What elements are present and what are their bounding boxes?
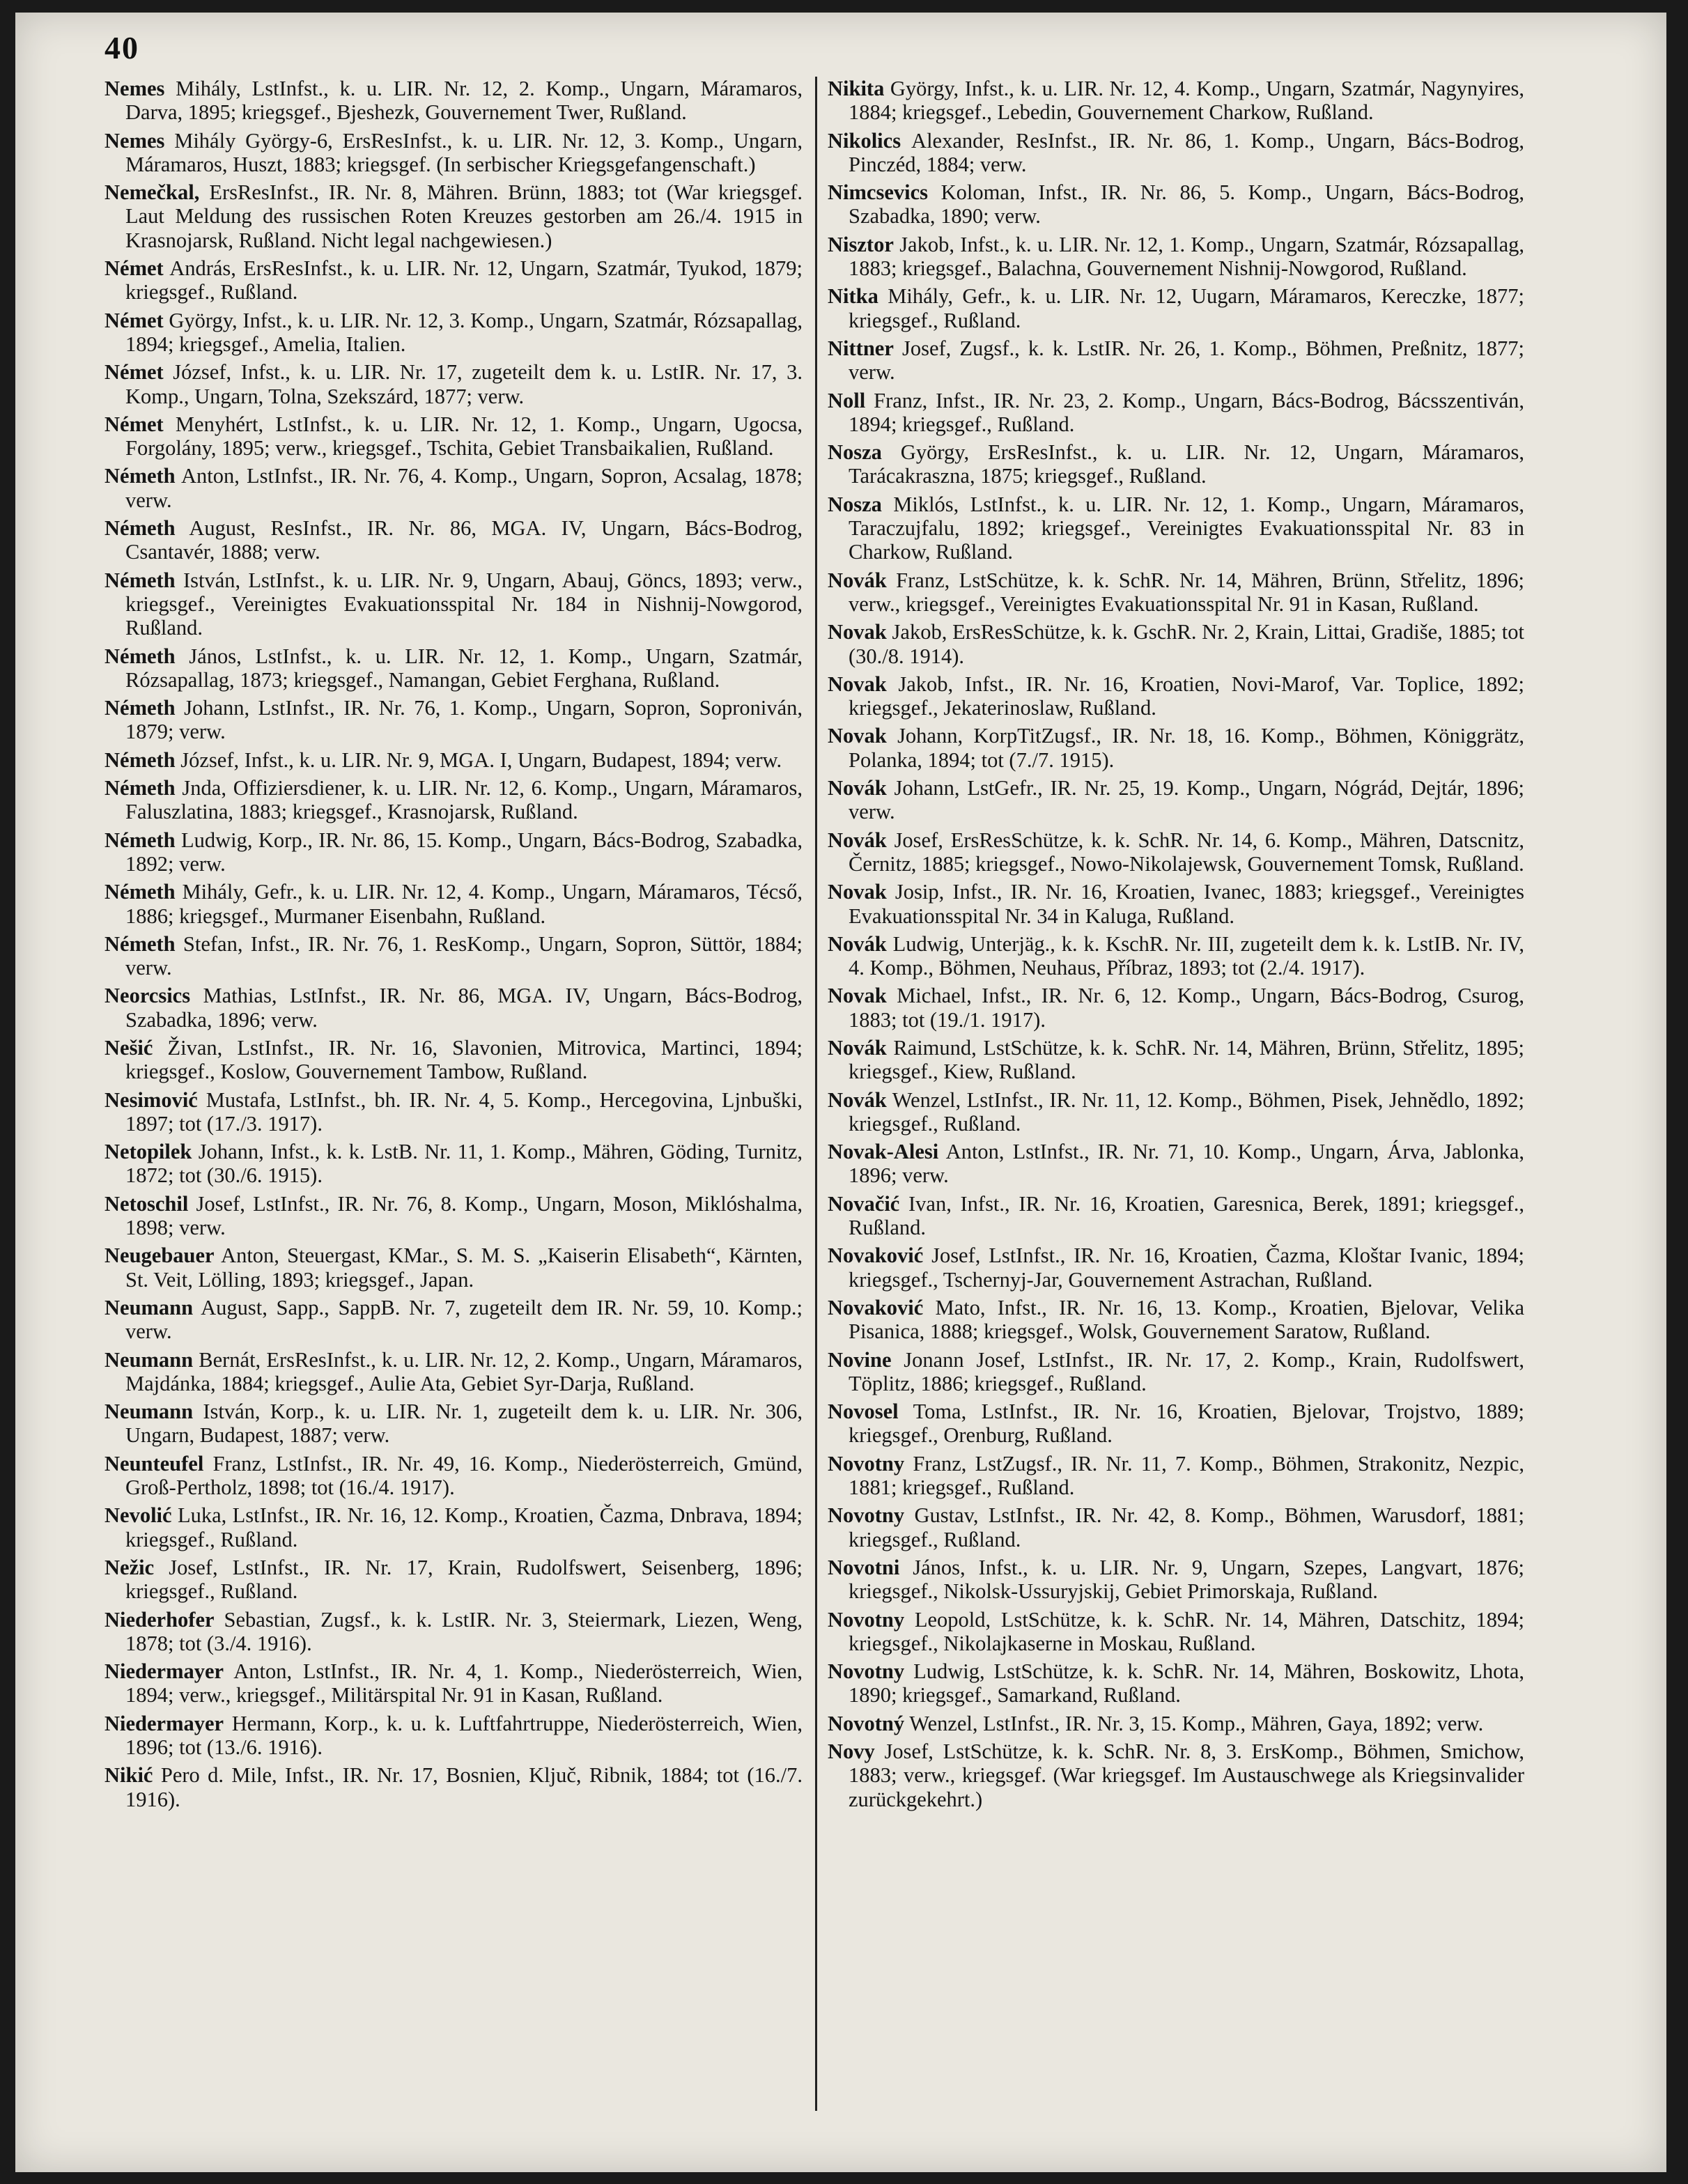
- list-entry: [828, 1556, 1524, 1604]
- list-entry: [104, 129, 803, 177]
- entry-surname: Nosza: [828, 492, 882, 516]
- entry-surname: Netopilek: [104, 1140, 192, 1164]
- list-entry: [828, 1503, 1524, 1551]
- list-entry: [104, 360, 803, 408]
- entry-surname: Német: [104, 256, 164, 281]
- list-entry: [828, 1400, 1524, 1448]
- list-entry: [828, 1244, 1524, 1292]
- list-entry: [828, 1608, 1524, 1656]
- list-entry: [104, 696, 803, 744]
- entry-details: Hermann, Korp., k. u. k. Luftfahrtruppe, Niederösterreich, Wien, 1896; tot (13./6. 1916).: [125, 1711, 803, 1759]
- entry-details: Jakob, Infst., k. u. LIR. Nr. 12, 1. Komp., Ungarn, Szatmár, Rózsapallag, 1883; kriegsgef., Balachna, Gouvernement Nishnij-Nowgorod, Rußland.: [849, 232, 1524, 281]
- list-entry: [828, 1036, 1524, 1084]
- entry-details: András, ErsResInfst., k. u. LIR. Nr. 12, Ungarn, Szatmár, Tyukod, 1879; kriegsgef., Rußland.: [125, 256, 803, 304]
- list-entry: [828, 620, 1524, 668]
- list-entry: [828, 493, 1524, 564]
- entry-details: Wenzel, LstInfst., IR. Nr. 3, 15. Komp., Mähren, Gaya, 1892; verw.: [904, 1711, 1484, 1735]
- entry-surname: Németh: [104, 644, 176, 668]
- entry-details: Mihály, LstInfst., k. u. LIR. Nr. 12, 2. Komp., Ungarn, Máramaros, Darva, 1895; kriegsgef., Bjeshezk, Gouvernement Twer, Rußland.: [125, 77, 803, 125]
- entry-details: Jakob, ErsResSchütze, k. k. GschR. Nr. 2, Krain, Littai, Gradiše, 1885; tot (30./8. 1914).: [849, 620, 1524, 668]
- entry-details: Gustav, LstInfst., IR. Nr. 42, 8. Komp., Böhmen, Warusdorf, 1881; kriegsgef., Rußland.: [849, 1503, 1524, 1551]
- entry-details: Luka, LstInfst., IR. Nr. 16, 12. Komp., Kroatien, Čazma, Dnbrava, 1894; kriegsgef., Rußland.: [125, 1503, 803, 1551]
- entry-surname: Neumann: [104, 1295, 194, 1319]
- list-entry: [104, 77, 803, 125]
- entry-surname: Németh: [104, 776, 176, 800]
- list-entry: [104, 1244, 803, 1292]
- list-entry: [104, 412, 803, 460]
- entry-surname: Novaković: [828, 1295, 924, 1319]
- entry-details: József, Infst., k. u. LIR. Nr. 17, zugeteilt dem k. u. LstIR. Nr. 17, 3. Komp., Ungarn, Tolna, Szekszárd, 1877; verw.: [125, 360, 803, 408]
- entry-surname: Neumann: [104, 1347, 194, 1372]
- list-entry: [828, 1088, 1524, 1136]
- entry-details: Raimund, LstSchütze, k. k. SchR. Nr. 14, Mähren, Brünn, Střelitz, 1895; kriegsgef., Kiew, Rußland.: [849, 1035, 1524, 1084]
- list-entry: [828, 984, 1524, 1032]
- entry-surname: Niedermayer: [104, 1659, 224, 1684]
- entry-surname: Novák: [828, 776, 887, 800]
- entry-surname: Nitka: [828, 284, 878, 309]
- entry-surname: Nežic: [104, 1555, 155, 1579]
- entry-surname: Németh: [104, 516, 176, 541]
- entry-details: István, Korp., k. u. LIR. Nr. 1, zugeteilt dem k. u. LIR. Nr. 306, Ungarn, Budapest, 1887; verw.: [125, 1400, 803, 1448]
- list-entry: [828, 1740, 1524, 1811]
- entry-details: Josef, Zugsf., k. k. LstIR. Nr. 26, 1. Komp., Böhmen, Preßnitz, 1877; verw.: [849, 336, 1524, 385]
- entry-details: August, Sapp., SappB. Nr. 7, zugeteilt dem IR. Nr. 59, 10. Komp.; verw.: [125, 1295, 803, 1344]
- entry-details: Leopold, LstSchütze, k. k. SchR. Nr. 14, Mähren, Datschitz, 1894; kriegsgef., Nikolajkaserne in Moskau, Rußland.: [849, 1607, 1524, 1655]
- entry-surname: Novosel: [828, 1400, 899, 1424]
- right-column: [828, 77, 1524, 2123]
- entry-details: Johann, LstInfst., IR. Nr. 76, 1. Komp., Ungarn, Sopron, Soproniván, 1879; verw.: [125, 696, 803, 744]
- entry-details: Michael, Infst., IR. Nr. 6, 12. Komp., Ungarn, Bács-Bodrog, Csurog, 1883; tot (19./1. 1917).: [849, 984, 1524, 1032]
- list-entry: [104, 1348, 803, 1396]
- list-entry: [828, 389, 1524, 437]
- entry-surname: Novotny: [828, 1451, 905, 1476]
- list-entry: [828, 724, 1524, 772]
- entry-details: István, LstInfst., k. u. LIR. Nr. 9, Ungarn, Abauj, Göncs, 1893; verw., kriegsgef., Vereinigtes Evakuationsspital Nr. 184 in Nishnij-Nowgorod, Rußland.: [125, 568, 803, 640]
- list-entry: [104, 1192, 803, 1240]
- page-number: 40: [104, 30, 139, 65]
- entry-surname: Nemes: [104, 128, 165, 153]
- entry-surname: Novotny: [828, 1503, 905, 1528]
- list-entry: [104, 180, 803, 252]
- entry-details: Toma, LstInfst., IR. Nr. 16, Kroatien, Bjelovar, Trojstvo, 1889; kriegsgef., Orenburg, Rußland.: [849, 1400, 1524, 1448]
- entry-surname: Netoschil: [104, 1191, 189, 1216]
- entry-details: Pero d. Mile, Infst., IR. Nr. 17, Bosnien, Ključ, Ribnik, 1884; tot (16./7. 1916).: [125, 1763, 803, 1811]
- list-entry: [104, 1296, 803, 1344]
- entry-surname: Novak: [828, 984, 887, 1008]
- entry-surname: Novotný: [828, 1711, 905, 1735]
- entry-details: Anton, LstInfst., IR. Nr. 4, 1. Komp., Niederösterreich, Wien, 1894; verw., kriegsgef., Militärspital Nr. 91 in Kasan, Rußland.: [125, 1659, 803, 1707]
- entry-surname: Németh: [104, 696, 176, 720]
- entry-surname: Noll: [828, 388, 866, 412]
- list-entry: [828, 1452, 1524, 1500]
- entry-surname: Nemečkal,: [104, 180, 200, 205]
- entry-details: Stefan, Infst., IR. Nr. 76, 1. ResKomp., Ungarn, Sopron, Süttör, 1884; verw.: [125, 931, 803, 980]
- entry-surname: Nevolić: [104, 1503, 172, 1528]
- list-entry: [104, 568, 803, 640]
- list-entry: [104, 1503, 803, 1551]
- entry-surname: Novák: [828, 1035, 887, 1060]
- entry-surname: Novák: [828, 828, 887, 852]
- entry-details: Franz, LstZugsf., IR. Nr. 11, 7. Komp., Böhmen, Strakonitz, Nezpic, 1881; kriegsgef., Rußland.: [849, 1451, 1524, 1500]
- entry-surname: Novak: [828, 672, 887, 696]
- entry-surname: Novačić: [828, 1191, 900, 1216]
- entry-details: József, Infst., k. u. LIR. Nr. 9, MGA. I, Ungarn, Budapest, 1894; verw.: [175, 748, 782, 772]
- list-entry: [828, 1659, 1524, 1707]
- entry-details: Josef, ErsResSchütze, k. k. SchR. Nr. 14, 6. Komp., Mähren, Datscnitz, Černitz, 1885; kriegsgef., Nowo-Nikolajewsk, Gouvernement Tomsk, Rußland.: [849, 828, 1524, 876]
- entry-surname: Novaković: [828, 1244, 924, 1268]
- list-entry: [828, 440, 1524, 488]
- list-entry: [104, 1659, 803, 1707]
- column-divider: [815, 77, 817, 2111]
- list-entry: [828, 1140, 1524, 1188]
- list-entry: [104, 644, 803, 692]
- list-entry: [104, 1140, 803, 1188]
- entry-surname: Novák: [828, 1087, 887, 1112]
- list-entry: [104, 1452, 803, 1500]
- entry-details: Johann, Infst., k. k. LstB. Nr. 11, 1. Komp., Mähren, Göding, Turnitz, 1872; tot (30./6. 1915).: [125, 1140, 803, 1188]
- entry-details: Mathias, LstInfst., IR. Nr. 86, MGA. IV, Ungarn, Bács-Bodrog, Szabadka, 1896; verw.: [125, 984, 803, 1032]
- list-entry: [828, 672, 1524, 720]
- list-entry: [104, 1712, 803, 1760]
- entry-details: Franz, LstInfst., IR. Nr. 49, 16. Komp., Niederösterreich, Gmünd, Groß-Pertholz, 1898; tot (16./4. 1917).: [125, 1451, 803, 1500]
- list-entry: [828, 932, 1524, 980]
- list-entry: [104, 932, 803, 980]
- entry-surname: Novotni: [828, 1555, 900, 1579]
- left-column: [104, 77, 803, 2123]
- entry-details: György, Infst., k. u. LIR. Nr. 12, 3. Komp., Ungarn, Szatmár, Rózsapallag, 1894; kriegsgef., Amelia, Italien.: [125, 308, 803, 356]
- list-entry: [104, 776, 803, 824]
- entry-details: György, Infst., k. u. LIR. Nr. 12, 4. Komp., Ungarn, Szatmár, Nagynyires, 1884; kriegsgef., Lebedin, Gouvernement Charkow, Rußland.: [849, 77, 1524, 125]
- entry-details: Anton, LstInfst., IR. Nr. 71, 10. Komp., Ungarn, Árva, Jablonka, 1896; verw.: [849, 1140, 1524, 1188]
- entry-surname: Novak-Alesi: [828, 1140, 939, 1164]
- list-entry: [104, 1400, 803, 1448]
- entry-details: ErsResInfst., IR. Nr. 8, Mähren. Brünn, 1883; tot (War kriegsgef. Laut Meldung des russischen Roten Kreuzes gestorben am 26./4. 1915 in Krasnojarsk, Rußland. Nicht legal nachgewiesen.): [125, 180, 803, 252]
- list-entry: [104, 984, 803, 1032]
- entry-surname: Niedermayer: [104, 1711, 224, 1735]
- entry-details: Josef, LstInfst., IR. Nr. 16, Kroatien, Čazma, Kloštar Ivanic, 1894; kriegsgef., Tschernyj-Jar, Gouvernement Astrachan, Rußland.: [849, 1244, 1524, 1292]
- entry-details: Jakob, Infst., IR. Nr. 16, Kroatien, Novi-Marof, Var. Toplice, 1892; kriegsgef., Jekaterinoslaw, Rußland.: [849, 672, 1524, 720]
- list-entry: [104, 748, 803, 772]
- entry-details: Anton, LstInfst., IR. Nr. 76, 4. Komp., Ungarn, Sopron, Acsalag, 1878; verw.: [125, 464, 803, 512]
- entry-surname: Németh: [104, 568, 176, 592]
- entry-details: Ludwig, Unterjäg., k. k. KschR. Nr. III, zugeteilt dem k. k. LstIB. Nr. IV, 4. Komp., Böhmen, Neuhaus, Příbraz, 1893; tot (2./4. 1917).: [849, 931, 1524, 980]
- entry-surname: Novotny: [828, 1659, 905, 1684]
- entry-surname: Novák: [828, 931, 887, 956]
- entry-details: Wenzel, LstInfst., IR. Nr. 11, 12. Komp., Böhmen, Pisek, Jehnědlo, 1892; kriegsgef., Rußland.: [849, 1087, 1524, 1136]
- entry-surname: Németh: [104, 931, 176, 956]
- entry-surname: Nešić: [104, 1035, 153, 1060]
- entry-surname: Németh: [104, 464, 176, 488]
- entry-details: Mihály, Gefr., k. u. LIR. Nr. 12, Uugarn, Máramaros, Kereczke, 1877; kriegsgef., Rußland.: [849, 284, 1524, 332]
- list-entry: [828, 284, 1524, 332]
- entry-details: Anton, Steuergast, KMar., S. M. S. „Kaiserin Elisabeth“, Kärnten, St. Veit, Lölling, 1893; kriegsgef., Japan.: [125, 1244, 803, 1292]
- entry-surname: Novak: [828, 620, 887, 644]
- entry-details: Bernát, ErsResInfst., k. u. LIR. Nr. 12, 2. Komp., Ungarn, Máramaros, Majdánka, 1884; kriegsgef., Aulie Ata, Gebiet Syr-Darja, Rußland.: [125, 1347, 803, 1395]
- entry-details: Sebastian, Zugsf., k. k. LstIR. Nr. 3, Steiermark, Liezen, Weng, 1878; tot (3./4. 1916).: [125, 1607, 803, 1655]
- entry-surname: Neumann: [104, 1400, 194, 1424]
- entry-details: Franz, LstSchütze, k. k. SchR. Nr. 14, Mähren, Brünn, Střelitz, 1896; verw., kriegsgef., Vereinigtes Evakuationsspital Nr. 91 in Kasan, Rußland.: [849, 568, 1524, 616]
- entry-details: Josef, LstSchütze, k. k. SchR. Nr. 8, 3. ErsKomp., Böhmen, Smichow, 1883; verw., kriegsgef. (War kriegsgef. Im Austauschwege als Kriegsinvalider zurückgekehrt.): [849, 1740, 1524, 1811]
- list-entry: [104, 256, 803, 304]
- entry-surname: Nimcsevics: [828, 180, 928, 205]
- entry-surname: Novak: [828, 880, 887, 904]
- list-entry: [104, 1556, 803, 1604]
- entry-surname: Neugebauer: [104, 1244, 215, 1268]
- list-entry: [828, 129, 1524, 177]
- entry-surname: Nemes: [104, 77, 165, 100]
- list-entry: [828, 1192, 1524, 1240]
- entry-details: Mato, Infst., IR. Nr. 16, 13. Komp., Kroatien, Bjelovar, Velika Pisanica, 1888; kriegsgef., Wolsk, Gouvernement Saratow, Rußland.: [849, 1295, 1524, 1344]
- entry-surname: Novotny: [828, 1607, 905, 1632]
- list-entry: [828, 776, 1524, 824]
- entry-surname: Nittner: [828, 336, 894, 360]
- document-page: [15, 13, 1666, 2172]
- entry-details: János, LstInfst., k. u. LIR. Nr. 12, 1. Komp., Ungarn, Szatmár, Rózsapallag, 1873; kriegsgef., Namangan, Gebiet Ferghana, Rußland.: [125, 644, 803, 692]
- entry-surname: Novine: [828, 1347, 892, 1372]
- entry-details: György, ErsResInfst., k. u. LIR. Nr. 12, Ungarn, Máramaros, Tarácakraszna, 1875; kriegsgef., Rußland.: [849, 440, 1524, 488]
- entry-details: Jonann Josef, LstInfst., IR. Nr. 17, 2. Komp., Krain, Rudolfswert, Töplitz, 1886; kriegsgef., Rußland.: [849, 1347, 1524, 1395]
- entry-details: Josef, LstInfst., IR. Nr. 76, 8. Komp., Ungarn, Moson, Miklóshalma, 1898; verw.: [125, 1191, 803, 1240]
- entry-surname: Nikolics: [828, 128, 901, 153]
- entry-details: Ivan, Infst., IR. Nr. 16, Kroatien, Garesnica, Berek, 1891; kriegsgef., Rußland.: [849, 1191, 1524, 1240]
- entry-details: Mihály, Gefr., k. u. LIR. Nr. 12, 4. Komp., Ungarn, Máramaros, Técső, 1886; kriegsgef., Murmaner Eisenbahn, Rußland.: [125, 880, 803, 928]
- list-entry: [828, 880, 1524, 928]
- entry-surname: Nikita: [828, 77, 885, 100]
- list-entry: [104, 1036, 803, 1084]
- list-entry: [104, 880, 803, 928]
- list-entry: [828, 568, 1524, 617]
- entry-surname: Nikić: [104, 1763, 153, 1788]
- entry-surname: Novy: [828, 1740, 875, 1763]
- entry-details: Koloman, Infst., IR. Nr. 86, 5. Komp., Ungarn, Bács-Bodrog, Szabadka, 1890; verw.: [849, 180, 1524, 229]
- list-entry: [104, 516, 803, 564]
- list-entry: [104, 1088, 803, 1136]
- list-entry: [104, 1763, 803, 1811]
- entry-details: August, ResInfst., IR. Nr. 86, MGA. IV, Ungarn, Bács-Bodrog, Csantavér, 1888; verw.: [125, 516, 803, 564]
- entry-surname: Német: [104, 360, 164, 385]
- entry-details: János, Infst., k. u. LIR. Nr. 9, Ungarn, Szepes, Langvart, 1876; kriegsgef., Nikolsk-Ussuryjskij, Gebiet Primorskaja, Rußland.: [849, 1555, 1524, 1604]
- list-entry: [828, 233, 1524, 281]
- entry-details: Živan, LstInfst., IR. Nr. 16, Slavonien, Mitrovica, Martinci, 1894; kriegsgef., Koslow, Gouvernement Tambow, Rußland.: [125, 1035, 803, 1084]
- entry-details: Johann, KorpTitZugsf., IR. Nr. 18, 16. Komp., Böhmen, Königgrätz, Polanka, 1894; tot (7./7. 1915).: [849, 724, 1524, 772]
- entry-details: Josip, Infst., IR. Nr. 16, Kroatien, Ivanec, 1883; kriegsgef., Vereinigtes Evakuationsspital Nr. 34 in Kaluga, Rußland.: [849, 880, 1524, 928]
- entry-surname: Németh: [104, 880, 176, 904]
- entry-details: Miklós, LstInfst., k. u. LIR. Nr. 12, 1. Komp., Ungarn, Máramaros, Taraczujfalu, 1892; kriegsgef., Vereinigtes Evakuationsspital Nr. 83 in Charkow, Rußland.: [849, 492, 1524, 564]
- entry-surname: Niederhofer: [104, 1607, 215, 1632]
- entry-details: Ludwig, Korp., IR. Nr. 86, 15. Komp., Ungarn, Bács-Bodrog, Szabadka, 1892; verw.: [125, 828, 803, 876]
- entry-details: Jnda, Offiziersdiener, k. u. LIR. Nr. 12, 6. Komp., Ungarn, Máramaros, Faluszlatina, 1883; kriegsgef., Krasnojarsk, Rußland.: [125, 776, 803, 824]
- entry-surname: Novák: [828, 568, 887, 592]
- entry-surname: Nesimović: [104, 1087, 198, 1112]
- entry-surname: Nisztor: [828, 232, 894, 256]
- entry-surname: Németh: [104, 748, 176, 772]
- list-entry: [828, 1296, 1524, 1344]
- list-entry: [828, 828, 1524, 876]
- list-entry: [104, 309, 803, 357]
- list-entry: [104, 464, 803, 512]
- entry-surname: Német: [104, 308, 164, 332]
- entry-surname: Neorcsics: [104, 984, 191, 1008]
- entry-details: Ludwig, LstSchütze, k. k. SchR. Nr. 14, Mähren, Boskowitz, Lhota, 1890; kriegsgef., Samarkand, Rußland.: [849, 1659, 1524, 1707]
- entry-details: Mustafa, LstInfst., bh. IR. Nr. 4, 5. Komp., Hercegovina, Ljnbuški, 1897; tot (17./3. 1917).: [125, 1087, 803, 1136]
- entry-surname: Novak: [828, 724, 887, 748]
- entry-details: Franz, Infst., IR. Nr. 23, 2. Komp., Ungarn, Bács-Bodrog, Bácsszentiván, 1894; kriegsgef., Rußland.: [849, 388, 1524, 436]
- entry-surname: Német: [104, 412, 164, 436]
- list-entry: [104, 828, 803, 876]
- entry-surname: Németh: [104, 828, 176, 852]
- list-entry: [828, 77, 1524, 125]
- entry-details: Johann, LstGefr., IR. Nr. 25, 19. Komp., Ungarn, Nógrád, Dejtár, 1896; verw.: [849, 776, 1524, 824]
- list-entry: [828, 180, 1524, 229]
- list-entry: [828, 336, 1524, 385]
- entry-surname: Neunteufel: [104, 1451, 204, 1476]
- list-entry: [104, 1608, 803, 1656]
- list-entry: [828, 1348, 1524, 1396]
- entry-details: Alexander, ResInfst., IR. Nr. 86, 1. Komp., Ungarn, Bács-Bodrog, Pinczéd, 1884; verw.: [849, 128, 1524, 176]
- entry-details: Josef, LstInfst., IR. Nr. 17, Krain, Rudolfswert, Seisenberg, 1896; kriegsgef., Rußland.: [125, 1555, 803, 1604]
- entry-details: Mihály György-6, ErsResInfst., k. u. LIR. Nr. 12, 3. Komp., Ungarn, Máramaros, Huszt, 1883; kriegsgef. (In serbischer Kriegsgefangenschaft.): [125, 128, 803, 176]
- list-entry: [828, 1712, 1524, 1735]
- entry-details: Menyhért, LstInfst., k. u. LIR. Nr. 12, 1. Komp., Ungarn, Ugocsa, Forgolány, 1895; verw., kriegsgef., Tschita, Gebiet Transbaikalien, Rußland.: [125, 412, 803, 460]
- entry-surname: Nosza: [828, 440, 882, 465]
